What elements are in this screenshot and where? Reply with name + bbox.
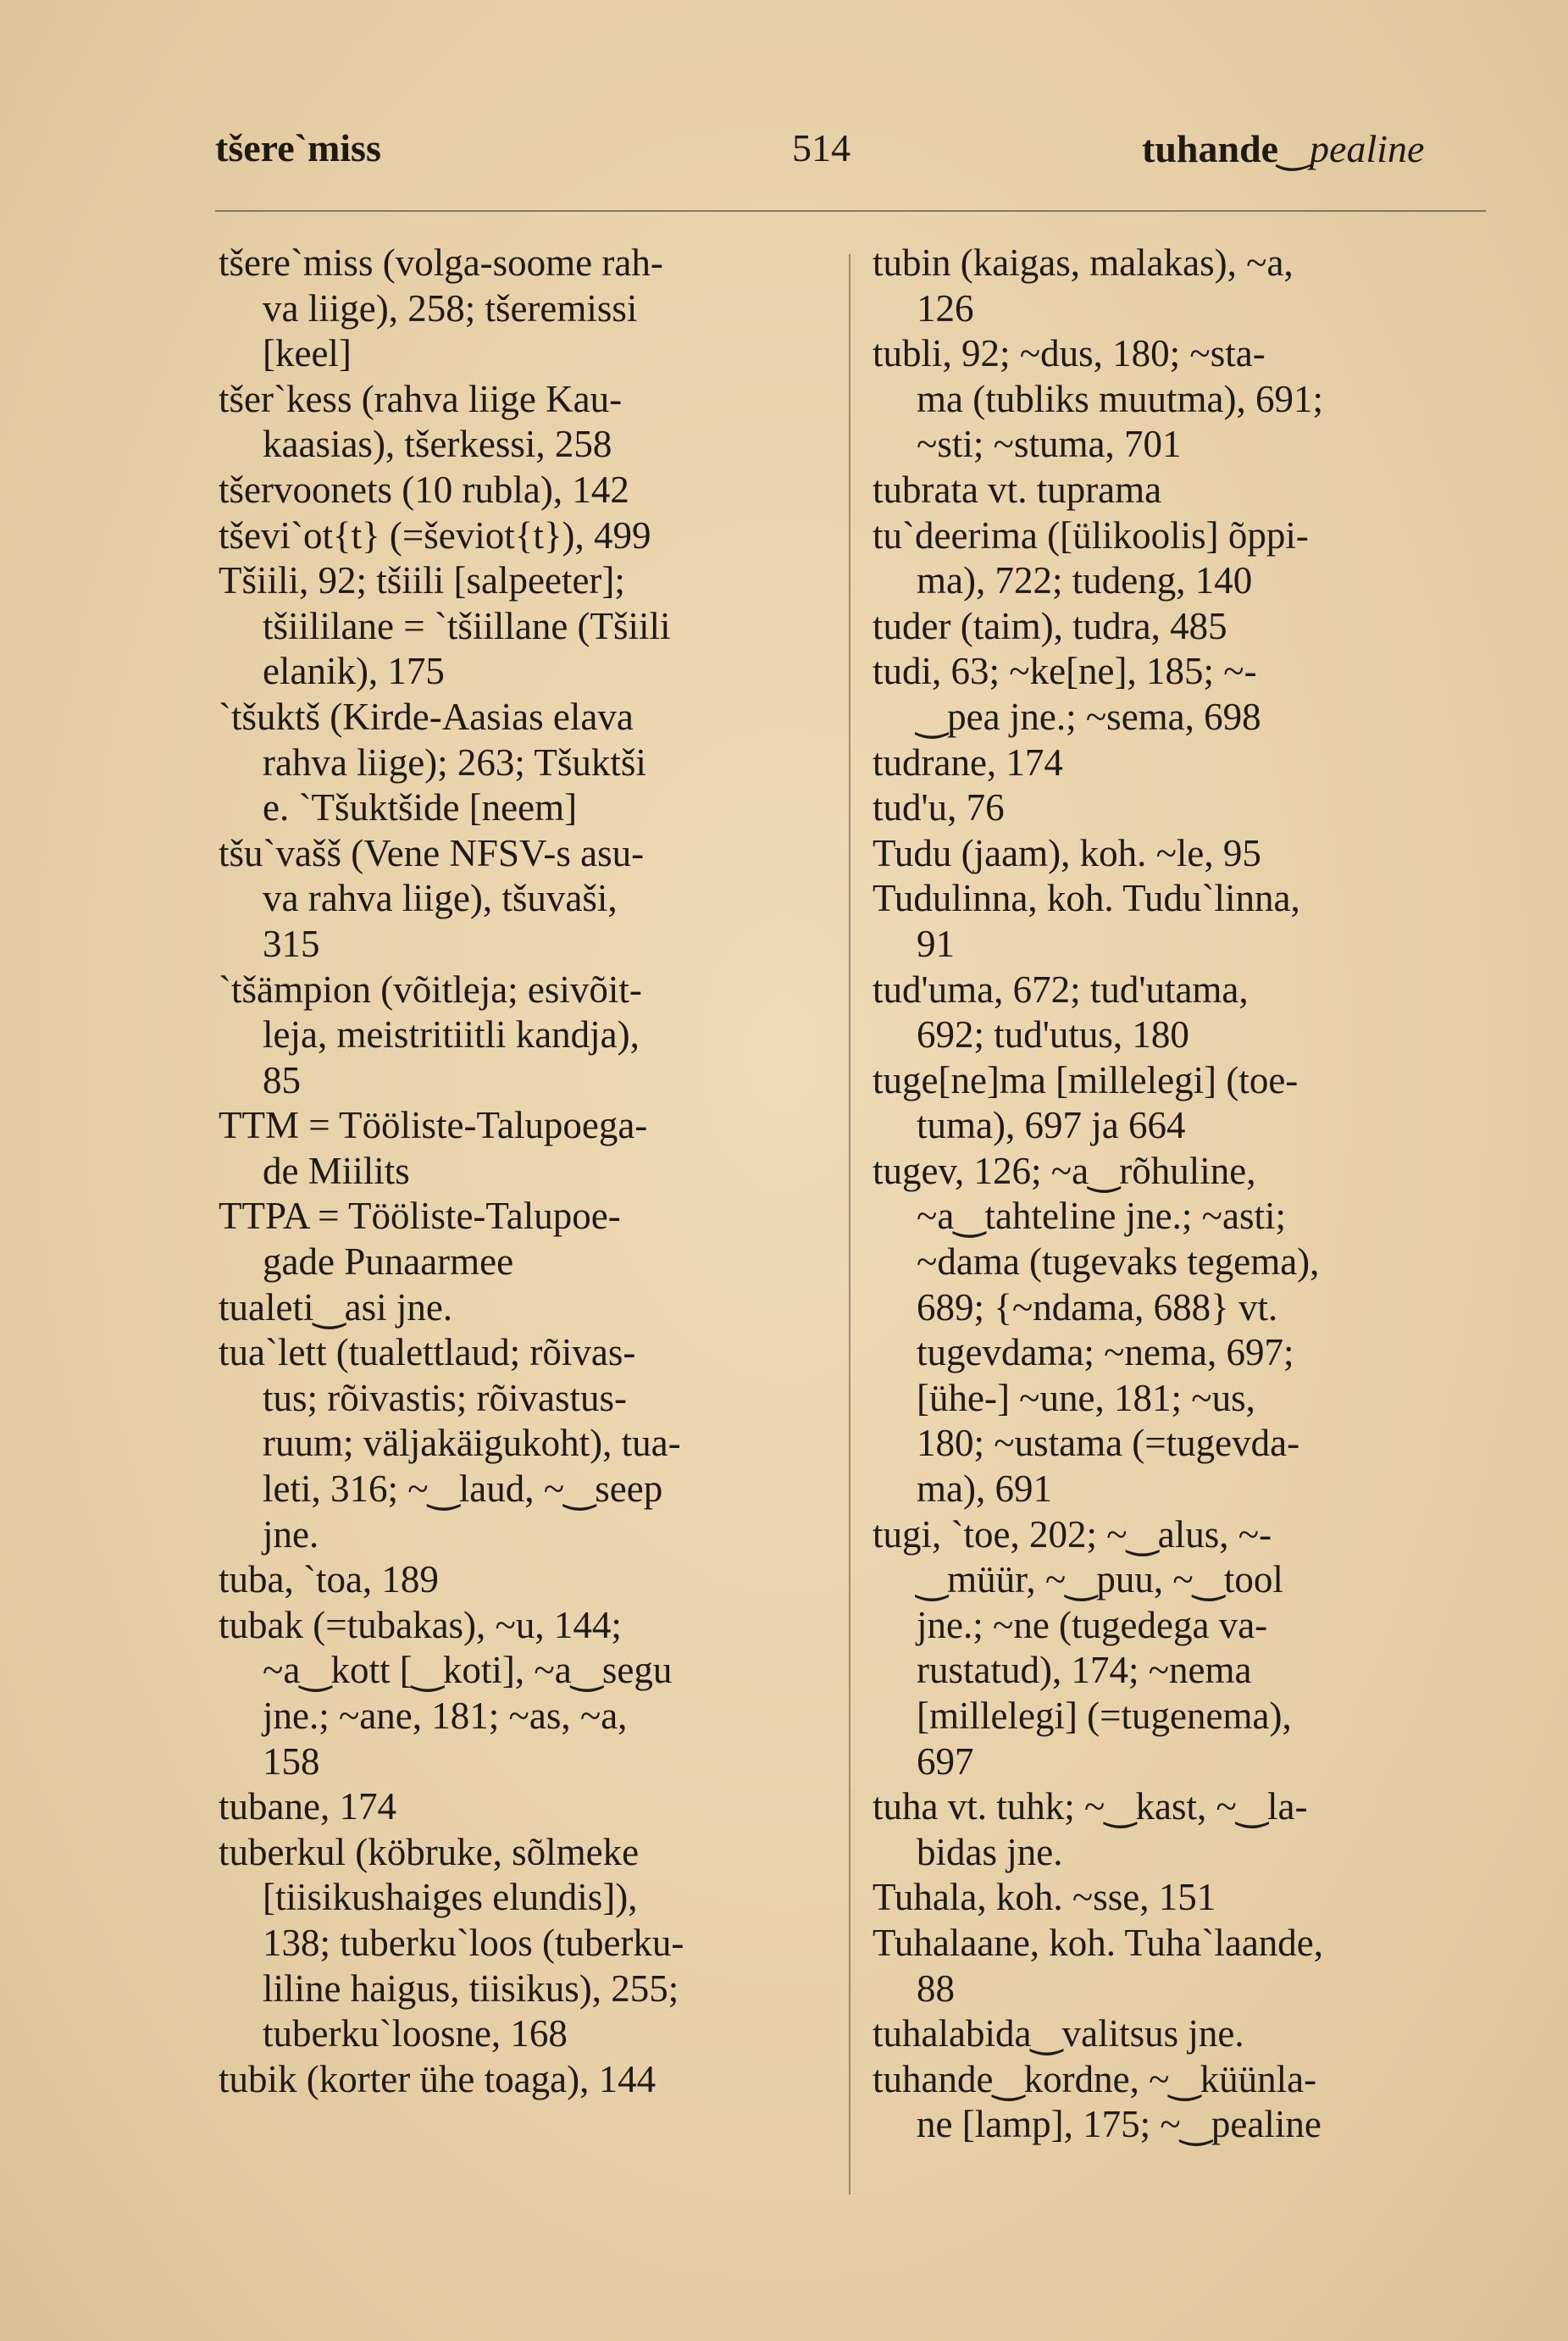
left-line: tšer`kess (rahva liige Kau- xyxy=(219,377,623,420)
left-line: elanik), 175 xyxy=(263,650,445,693)
running-head-right-italic: ‿pealine xyxy=(1278,127,1425,170)
right-line: 697 xyxy=(917,1739,974,1783)
left-line: 158 xyxy=(263,1739,320,1783)
left-line: [keel] xyxy=(263,332,352,375)
left-line: leja, meistritiitli kandja), xyxy=(263,1013,640,1057)
left-line: ruum; väljakäigukoht), tua- xyxy=(263,1422,681,1465)
left-line: 138; tuberku`loos (tuberku- xyxy=(263,1921,684,1964)
right-line: [millelegi] (=tugenema), xyxy=(917,1695,1292,1737)
left-line: TTPA = Tööliste-Talupoe- xyxy=(219,1195,621,1238)
running-head-right-bold: tuhande xyxy=(1142,127,1279,170)
left-line: 85 xyxy=(263,1058,301,1101)
left-line: de Miilits xyxy=(263,1149,410,1192)
right-line: tubli, 92; ~dus, 180; ~sta- xyxy=(873,332,1266,375)
right-line: 91 xyxy=(917,922,955,965)
left-line: liline haigus, tiisikus), 255; xyxy=(263,1967,679,2010)
left-column xyxy=(219,241,825,2102)
left-line: jne. xyxy=(263,1512,319,1556)
left-line: tualeti‿asi jne. xyxy=(219,1285,453,1329)
right-line: tugevdama; ~nema, 697; xyxy=(917,1331,1294,1374)
right-line: bidas jne. xyxy=(917,1830,1063,1873)
right-line: tu`deerima ([ülikoolis] õppi- xyxy=(873,513,1309,557)
right-line: ma), 722; tudeng, 140 xyxy=(917,559,1253,602)
left-line: tubane, 174 xyxy=(219,1785,396,1828)
left-line: `tšuktš (Kirde-Aasias elava xyxy=(219,695,634,738)
left-line: tus; rõivastis; rõivastus- xyxy=(263,1376,627,1419)
column-divider xyxy=(849,254,850,2194)
right-line: jne.; ~ne (tugedega va- xyxy=(917,1603,1268,1646)
left-line: leti, 316; ~‿laud, ~‿seep xyxy=(263,1467,663,1511)
right-line: 692; tud'utus, 180 xyxy=(917,1013,1189,1057)
left-line: gade Punaarmee xyxy=(263,1240,514,1284)
left-line: tšiililane = `tšiillane (Tšiili xyxy=(263,604,671,647)
right-line: ~dama (tugevaks tegema), xyxy=(917,1240,1320,1284)
left-line: va rahva liige), tšuvaši, xyxy=(263,877,618,920)
left-line: e. `Tšuktšide [neem] xyxy=(263,786,578,829)
right-line: ~sti; ~stuma, 701 xyxy=(917,423,1182,466)
right-line: ma (tubliks muutma), 691; xyxy=(917,377,1323,420)
left-line: jne.; ~ane, 181; ~as, ~a, xyxy=(263,1695,628,1737)
right-column xyxy=(873,241,1489,2148)
right-line: ma), 691 xyxy=(917,1467,1052,1511)
right-line: Tuhala, koh. ~sse, 151 xyxy=(873,1876,1216,1919)
left-line: TTM = Tööliste-Talupoega- xyxy=(219,1104,648,1147)
right-line: tudrane, 174 xyxy=(873,741,1063,784)
right-line: tuma), 697 ja 664 xyxy=(917,1104,1186,1147)
right-line: tuhande‿kordne, ~‿küünla- xyxy=(873,2057,1317,2100)
right-line: tuha vt. tuhk; ~‿kast, ~‿la- xyxy=(873,1785,1308,1828)
left-line: ~a‿kott [‿koti], ~a‿segu xyxy=(263,1649,673,1692)
left-line: tua`lett (tualettlaud; rõivas- xyxy=(219,1331,636,1374)
left-line: [tiisikushaiges elundis]), xyxy=(263,1876,638,1919)
left-line: tšu`vašš (Vene NFSV-s asu- xyxy=(219,831,645,874)
right-line: [ühe-] ~une, 181; ~us, xyxy=(917,1376,1255,1419)
right-line: tud'u, 76 xyxy=(873,786,1005,829)
left-line: tuba, `toa, 189 xyxy=(219,1558,439,1601)
right-line: Tuhalaane, koh. Tuha`laande, xyxy=(873,1921,1324,1964)
left-line: tubak (=tubakas), ~u, 144; xyxy=(219,1603,622,1646)
right-line: 88 xyxy=(917,1967,955,2010)
right-line: rustatud), 174; ~nema xyxy=(917,1649,1252,1692)
right-line: Tudu (jaam), koh. ~le, 95 xyxy=(873,831,1261,874)
left-line: tšere`miss (volga-soome rah- xyxy=(219,241,663,284)
left-line: rahva liige); 263; Tšuktši xyxy=(263,741,646,784)
left-line: va liige), 258; tšeremissi xyxy=(263,286,638,330)
right-line: 689; {~ndama, 688} vt. xyxy=(917,1285,1278,1329)
right-line: tudi, 63; ~ke[ne], 185; ~- xyxy=(873,650,1257,693)
right-line: tugi, `toe, 202; ~‿alus, ~- xyxy=(873,1512,1272,1556)
left-line: tšervoonets (10 rubla), 142 xyxy=(219,468,629,511)
right-line: 126 xyxy=(917,286,974,330)
left-line: Tšiili, 92; tšiili [salpeeter]; xyxy=(219,559,625,602)
right-line: ‿pea jne.; ~sema, 698 xyxy=(917,695,1261,738)
left-line: tuberku`loosne, 168 xyxy=(263,2012,568,2055)
right-line: tuder (taim), tudra, 485 xyxy=(873,604,1227,647)
left-line: tuberkul (köbruke, sõlmeke xyxy=(219,1830,640,1873)
header-rule xyxy=(215,210,1486,212)
right-line: ~a‿tahteline jne.; ~asti; xyxy=(917,1195,1286,1238)
left-line: tševi`ot{t} (=ševiot{t}), 499 xyxy=(219,513,651,557)
left-line: `tšämpion (võitleja; esivõit- xyxy=(219,968,642,1011)
right-line: tud'uma, 672; tud'utama, xyxy=(873,968,1249,1011)
left-line: kaasias), tšerkessi, 258 xyxy=(263,423,612,466)
page-number: 514 xyxy=(792,126,850,169)
right-line: Tudulinna, koh. Tudu`linna, xyxy=(873,877,1300,920)
right-line: ne [lamp], 175; ~‿pealine xyxy=(917,2103,1321,2146)
left-line: tubik (korter ühe toaga), 144 xyxy=(219,2057,657,2100)
right-line: 180; ~ustama (=tugevda- xyxy=(917,1422,1300,1465)
right-line: tugev, 126; ~a‿rõhuline, xyxy=(873,1149,1256,1192)
right-line: tubin (kaigas, malakas), ~a, xyxy=(873,241,1294,284)
running-head-left: tšere`miss xyxy=(215,126,381,169)
left-line: 315 xyxy=(263,922,320,965)
right-line: ‿müür, ~‿puu, ~‿tool xyxy=(917,1558,1283,1601)
right-line: tubrata vt. tuprama xyxy=(873,468,1162,511)
running-head-right xyxy=(1142,125,1424,171)
right-line: tuhalabida‿valitsus jne. xyxy=(873,2012,1244,2055)
right-line: tuge[ne]ma [millelegi] (toe- xyxy=(873,1058,1299,1101)
